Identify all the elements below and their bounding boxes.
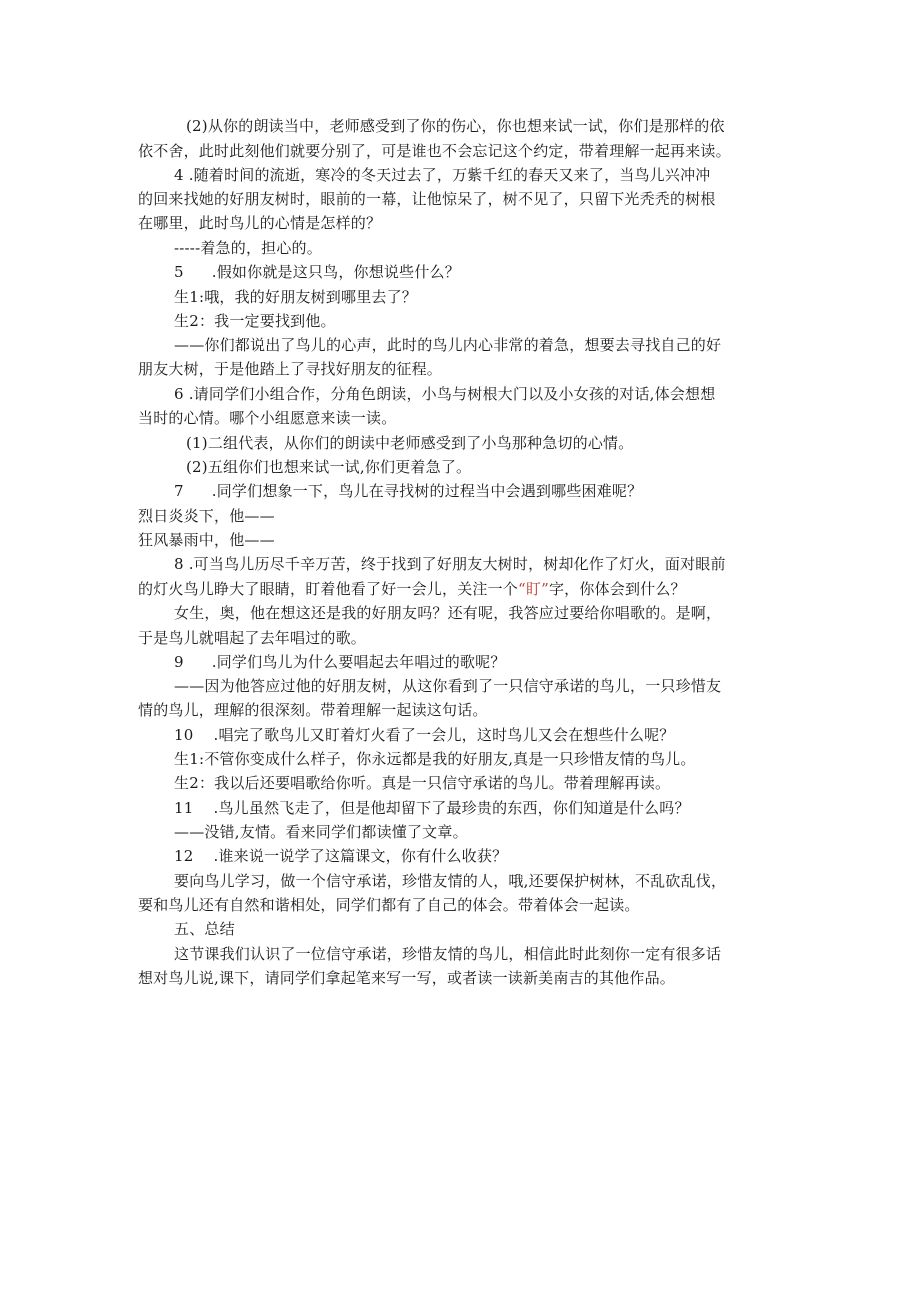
item-text: .谁来说一说学了这篇课文，你有什么收获？ <box>213 847 508 865</box>
item-number: 7 <box>174 482 184 500</box>
text-line: 朋友大树，于是他踏上了寻找好朋友的征程。 <box>138 360 443 378</box>
text-line: 情的鸟儿，理解的很深刻。带着理解一起读这句话。 <box>138 701 488 719</box>
item-text: .同学们想象一下，鸟儿在寻找树的过程当中会遇到哪些困难呢？ <box>211 482 643 500</box>
text-line <box>174 844 834 868</box>
item-number: 9 <box>174 653 184 671</box>
text-line: 生2：我以后还要唱歌给你听。真是一只信守承诺的鸟儿。带着理解再读。 <box>174 774 671 792</box>
text-line: ——因为他答应过他的好朋友树，从这你看到了一只信守承诺的鸟儿，一只珍惜友 <box>174 677 722 695</box>
text-line: 生1:哦，我的好朋友树到哪里去了？ <box>174 288 417 306</box>
item-number: 11 <box>174 799 194 817</box>
text-line: 于是鸟儿就唱起了去年唱过的歌。 <box>138 629 367 647</box>
item-text: .鸟儿虽然飞走了，但是他却留下了最珍贵的东西，你们知道是什么吗？ <box>213 799 690 817</box>
text-line: 当时的心情。哪个小组愿意来读一读。 <box>138 409 397 427</box>
text-line <box>174 260 834 284</box>
text-line: 依不舍，此时此刻他们就要分别了，可是谁也不会忘记这个约定，带着理解一起再来读。 <box>138 142 731 160</box>
text-line: ——没错,友情。看来同学们都读懂了文章。 <box>174 823 468 841</box>
text-line: 要向鸟儿学习，做一个信守承诺，珍惜友情的人，哦,还要保护树林，不乱砍乱伐， <box>174 872 727 890</box>
text-line <box>174 723 834 747</box>
text-line: 生1:不管你变成什么样子，你永远都是我的好朋友,真是一只珍惜友情的鸟儿。 <box>174 750 696 768</box>
item-number: 5 <box>174 263 184 281</box>
text-line: (2)五组你们也想来试一试,你们更着急了。 <box>186 458 472 476</box>
item-text: .唱完了歌鸟儿又盯着灯火看了一会儿，这时鸟儿又会在想些什么呢？ <box>213 726 675 744</box>
text-line: 狂风暴雨中，他—— <box>138 531 275 549</box>
text-line: 8 .可当鸟儿历尽千辛万苦，终于找到了好朋友大树时，树却化作了灯火，面对眼前 <box>174 555 726 573</box>
text-line <box>174 796 834 820</box>
text-line: 4 .随着时间的流逝，寒冷的冬天过去了，万紫千红的春天又来了，当鸟儿兴冲冲 <box>174 166 711 184</box>
text-line: (1)二组代表，从你们的朗读中老师感受到了小鸟那种急切的心情。 <box>186 434 634 452</box>
text-line: 这节课我们认识了一位信守承诺，珍惜友情的鸟儿，相信此时此刻你一定有很多话 <box>174 945 722 963</box>
text-line <box>174 650 834 674</box>
text-line: 在哪里，此时鸟儿的心情是怎样的？ <box>138 214 382 232</box>
text-line: (2)从你的朗读当中，老师感受到了你的伤心，你也想来试一试，你们是那样的依 <box>186 117 725 135</box>
section-heading: 五、总结 <box>174 920 235 938</box>
item-text: .同学们鸟儿为什么要唱起去年唱过的歌呢？ <box>211 653 506 671</box>
text-line: 6 .请同学们小组合作，分角色朗读，小鸟与树根大门以及小女孩的对话,体会想想 <box>174 385 716 403</box>
item-number: 12 <box>174 847 194 865</box>
text-line: 想对鸟儿说,课下，请同学们拿起笔来写一写，或者读一读新美南吉的其他作品。 <box>138 969 675 987</box>
text-line: 要和鸟儿还有自然和谐相处，同学们都有了自己的体会。带着体会一起读。 <box>138 896 640 914</box>
text-line <box>138 577 798 601</box>
text-line: -----着急的，担心的。 <box>174 239 322 257</box>
item-text: .假如你就是这只鸟，你想说些什么？ <box>211 263 460 281</box>
item-number: 10 <box>174 726 194 744</box>
text-line: 烈日炎炎下，他—— <box>138 507 275 525</box>
text-line: ——你们都说出了鸟儿的心声，此时的鸟儿内心非常的着急，想要去寻找自己的好 <box>174 336 722 354</box>
text-segment: 的灯火鸟儿睁大了眼睛，盯着他看了好一会儿，关注一个 <box>138 580 519 598</box>
text-line <box>174 479 834 503</box>
highlighted-word: “盯” <box>518 580 549 598</box>
text-line: 的回来找她的好朋友树时，眼前的一幕，让他惊呆了，树不见了，只留下光秃秃的树根 <box>138 190 716 208</box>
text-segment: 字，你体会到什么？ <box>548 580 686 598</box>
text-line: 生2：我一定要找到他。 <box>174 312 336 330</box>
text-line: 女生，奥，他在想这还是我的好朋友吗？还有呢，我答应过要给你唱歌的。是啊， <box>174 604 722 622</box>
